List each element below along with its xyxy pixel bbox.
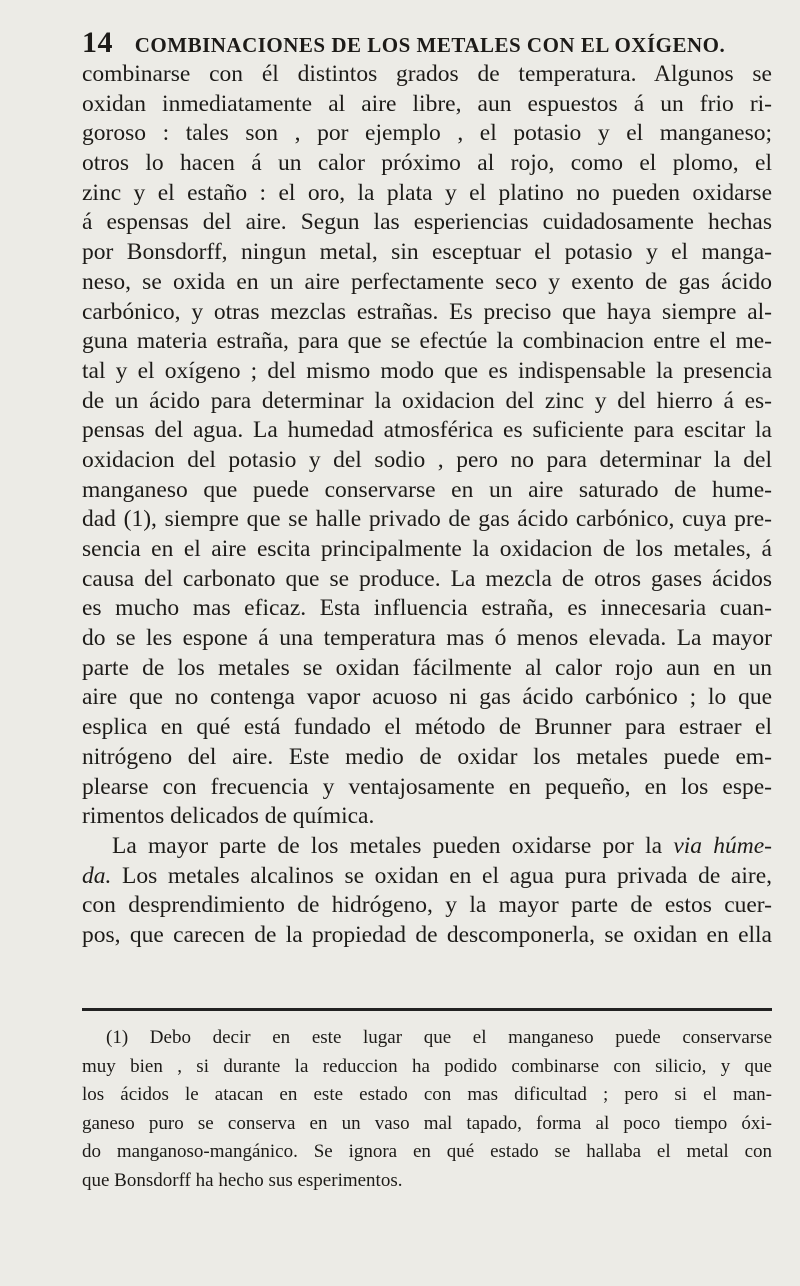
paragraph-2-line-2	[82, 862, 772, 892]
text-line: pos, que carecen de la propiedad de descomponerla, se oxidan en ella	[82, 921, 772, 948]
para2-italic: via húme-	[673, 832, 772, 859]
text-line: carbónico, y otras mezclas estrañas. Es preciso que haya siempre al-	[82, 298, 772, 325]
text-line: parte de los metales se oxidan fácilmente al calor rojo aun en un	[82, 654, 772, 681]
paragraph-2-line-1	[82, 832, 772, 862]
text-line: goroso : tales son , por ejemplo , el potasio y el manganeso;	[82, 120, 772, 147]
text-line: neso, se oxida en un aire perfectamente seco y exento de gas ácido	[82, 268, 772, 295]
text-line: do se les espone á una temperatura mas ó menos elevada. La mayor	[82, 625, 772, 652]
running-title: COMBINACIONES DE LOS METALES CON EL OXÍGENO.	[134, 33, 726, 57]
footnote-line: (1) Debo decir en este lugar que el manganeso puede conservarse	[106, 1027, 772, 1048]
text-line: de un ácido para determinar la oxidacion del zinc y del hierro á es-	[82, 387, 772, 414]
para2-lead: La mayor parte de los metales pueden oxidarse por la	[112, 832, 674, 859]
para2-rest: Los metales alcalinos se oxidan en el agua pura privada de aire,	[111, 862, 772, 889]
footnote-line: muy bien , si durante la reduccion ha podido combinarse con silicio, y que	[82, 1055, 772, 1077]
text-line: zinc y el estaño : el oro, la plata y el platino no pueden oxidarse	[82, 179, 772, 206]
text-line: causa del carbonato que se produce. La mezcla de otros gases ácidos	[82, 565, 772, 592]
text-line: por Bonsdorff, ningun metal, sin esceptuar el potasio y el manga-	[82, 239, 772, 266]
text-line: oxidacion del potasio y del sodio , pero no para determinar la del	[82, 446, 772, 473]
text-line: nitrógeno del aire. Este medio de oxidar los metales puede em-	[82, 743, 772, 770]
body-text	[82, 60, 772, 951]
text-line: pensas del agua. La humedad atmosférica es suficiente para escitar la	[82, 417, 772, 444]
text-line: con desprendimiento de hidrógeno, y la mayor parte de estos cuer-	[82, 892, 772, 919]
footnote-line: do manganoso-mangánico. Se ignora en qué estado se hallaba el metal con	[82, 1141, 772, 1162]
footnote-line: que Bonsdorff ha hecho sus esperimentos.	[82, 1169, 403, 1191]
text-line: rimentos delicados de química.	[82, 803, 375, 830]
para2-italic-end: da.	[82, 862, 112, 889]
text-line: manganeso que puede conservarse en un aire saturado de hume-	[82, 476, 772, 503]
text-line: dad (1), siempre que se halle privado de gas ácido carbónico, cuya pre-	[82, 506, 772, 533]
text-line: aire que no contenga vapor acuoso ni gas ácido carbónico ; lo que	[82, 684, 772, 711]
footnote-line: los ácidos le atacan en este estado con mas dificultad ; pero si el man-	[82, 1084, 772, 1105]
running-header	[82, 26, 772, 60]
text-line: plearse con frecuencia y ventajosamente en pequeño, en los espe-	[82, 773, 772, 800]
footnote-line: ganeso puro se conserva en un vaso mal tapado, forma al poco tiempo óxi-	[82, 1112, 772, 1134]
text-line: otros lo hacen á un calor próximo al rojo, como el plomo, el	[82, 150, 772, 177]
text-line: combinarse con él distintos grados de temperatura. Algunos se	[82, 61, 772, 87]
text-line: es mucho mas eficaz. Esta influencia estraña, es innecesaria cuan-	[82, 595, 772, 622]
page-number: 14	[82, 26, 113, 59]
text-line: tal y el oxígeno ; del mismo modo que es indispensable la presencia	[82, 357, 772, 384]
footnotes	[82, 1024, 772, 1195]
text-line: á espensas del aire. Segun las esperiencias cuidadosamente hechas	[82, 209, 772, 236]
footnote-rule	[82, 1008, 772, 1011]
text-line: sencia en el aire escita principalmente la oxidacion de los metales, á	[82, 536, 772, 562]
text-line: esplica en qué está fundado el método de Brunner para estraer el	[82, 714, 772, 741]
text-line: guna materia estraña, para que se efectúe la combinacion entre el me-	[82, 328, 772, 355]
text-line: oxidan inmediatamente al aire libre, aun espuestos á un frio ri-	[82, 90, 772, 117]
